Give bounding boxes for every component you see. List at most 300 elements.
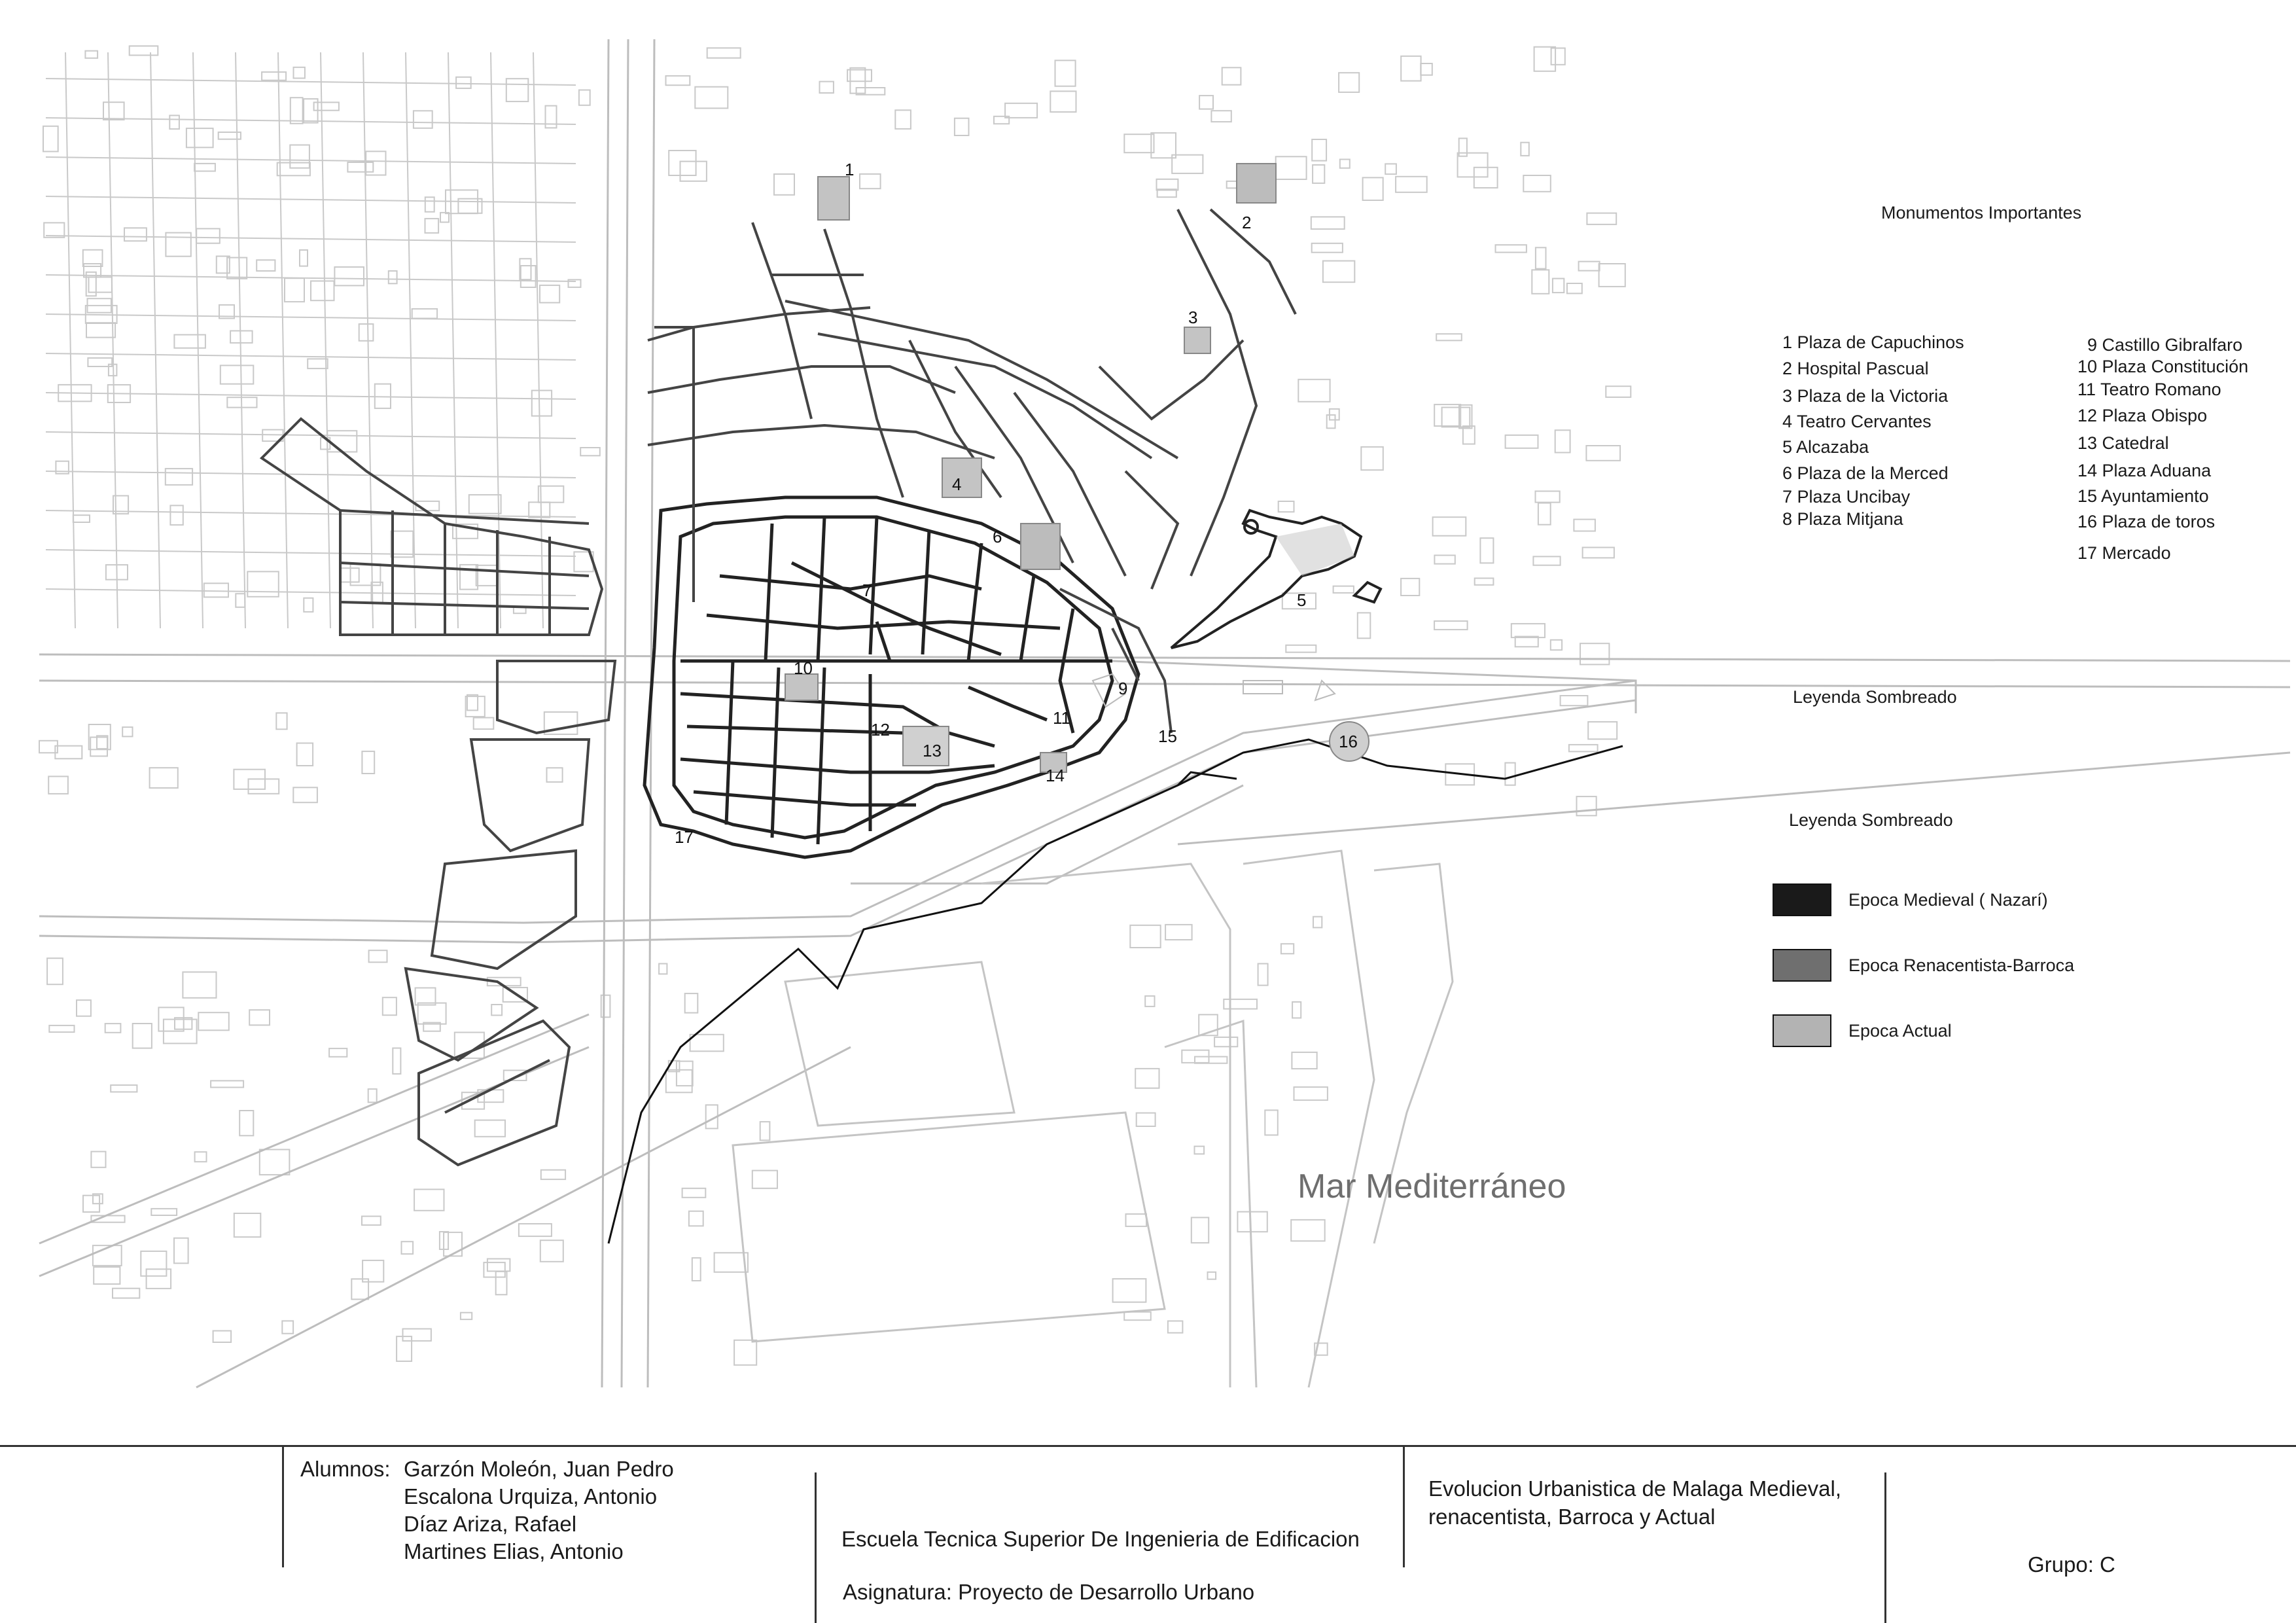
map-number-5: 5 (1297, 590, 1307, 610)
title-block-divider (815, 1472, 817, 1623)
map-number-17: 17 (675, 827, 694, 847)
building-footprint (425, 197, 434, 211)
school-name: Escuela Tecnica Superior De Ingenieria de Edificacion (841, 1527, 1360, 1551)
building-footprint (234, 1213, 261, 1237)
building-footprint (487, 1259, 510, 1272)
building-footprint (1433, 517, 1466, 536)
legend-heading-1: Leyenda Sombreado (1793, 687, 1957, 707)
building-footprint (1480, 538, 1493, 563)
building-footprint (1312, 243, 1343, 253)
building-footprint (247, 571, 279, 596)
building-footprint (262, 72, 286, 80)
building-footprint (285, 278, 304, 302)
building-footprint (1286, 645, 1316, 652)
building-footprint (1436, 334, 1462, 340)
title-block-top-rule (0, 1445, 2296, 1447)
building-footprint (1130, 925, 1160, 948)
building-footprint (256, 260, 275, 271)
building-footprint (1214, 1037, 1237, 1046)
building-footprint (734, 1340, 756, 1365)
student-name: Martines Elias, Antonio (404, 1539, 624, 1563)
building-footprint (1421, 63, 1432, 75)
map-number-13: 13 (923, 741, 942, 760)
building-footprint (414, 1189, 444, 1210)
building-footprint (1281, 944, 1294, 954)
building-footprint (236, 594, 245, 607)
building-footprint (147, 1269, 171, 1289)
legend-heading-2: Leyenda Sombreado (1789, 810, 1953, 830)
legend-swatch-medieval (1773, 883, 1831, 916)
map-number-12: 12 (871, 720, 890, 740)
building-footprint (412, 309, 437, 319)
building-footprint (347, 162, 373, 172)
background-street (46, 432, 576, 438)
background-street (448, 52, 458, 628)
building-footprint (369, 950, 387, 962)
building-footprint (425, 219, 439, 233)
building-footprint (1574, 520, 1595, 531)
building-footprint (402, 1241, 414, 1254)
building-footprint (1496, 245, 1527, 252)
building-footprint (277, 163, 310, 176)
building-footprint (1511, 624, 1545, 637)
monument-item: 13 Catedral (2077, 433, 2169, 453)
building-footprint (1523, 175, 1551, 192)
building-footprint (666, 1070, 692, 1093)
building-footprint (1137, 1113, 1156, 1126)
monument-item: 4 Teatro Cervantes (1782, 412, 1932, 431)
building-footprint (1551, 640, 1562, 650)
port-docks (733, 851, 1453, 1387)
building-footprint (1313, 165, 1324, 183)
building-footprint (1224, 999, 1257, 1009)
map-number-15: 15 (1158, 726, 1177, 746)
building-footprint (1208, 1272, 1216, 1279)
building-footprint (444, 1232, 462, 1256)
building-footprint (695, 87, 728, 109)
background-street (150, 52, 160, 628)
background-street (491, 52, 501, 628)
building-footprint (1533, 556, 1560, 565)
building-footprint (506, 79, 529, 101)
building-footprint (249, 779, 279, 793)
building-footprint (860, 174, 881, 188)
building-footprint (308, 359, 328, 368)
plaza-merced-shade (1021, 524, 1060, 569)
building-footprint (895, 110, 911, 129)
building-footprint (1279, 501, 1294, 512)
map-number-2: 2 (1242, 213, 1252, 232)
building-footprint (752, 1171, 777, 1188)
map-number-1: 1 (845, 160, 855, 179)
building-footprint (174, 1238, 188, 1264)
building-footprint (680, 162, 707, 181)
building-footprint (221, 365, 254, 383)
building-footprint (113, 1289, 139, 1298)
building-footprint (1124, 134, 1154, 152)
building-footprint (1199, 96, 1213, 109)
building-footprint (539, 486, 564, 503)
building-footprint (55, 746, 82, 759)
building-footprint (150, 768, 178, 788)
monument-item: 1 Plaza de Capuchinos (1782, 332, 1964, 352)
building-footprint (659, 964, 667, 974)
building-footprint (1534, 47, 1556, 71)
building-footprint (1587, 213, 1616, 224)
building-footprint (48, 776, 68, 794)
building-footprint (1569, 745, 1598, 752)
building-footprint (230, 331, 253, 343)
building-footprint (1553, 279, 1564, 293)
building-footprint (86, 323, 115, 337)
building-footprint (90, 738, 107, 757)
student-name: Escalona Urquiza, Antonio (404, 1484, 658, 1508)
background-street (46, 314, 576, 321)
building-footprint (1396, 177, 1427, 192)
monument-item: 7 Plaza Uncibay (1782, 487, 1911, 507)
building-footprint (685, 993, 698, 1013)
building-footprint (85, 51, 97, 58)
building-footprint (196, 228, 220, 243)
building-footprint (1434, 556, 1455, 564)
building-footprint (774, 174, 794, 195)
building-footprint (311, 281, 334, 300)
building-footprint (1298, 380, 1330, 402)
building-footprint (141, 1251, 166, 1276)
building-footprint (183, 972, 216, 998)
building-footprint (133, 1024, 152, 1048)
building-footprint (541, 1170, 565, 1179)
building-footprint (540, 285, 559, 303)
building-footprint (77, 1000, 91, 1016)
building-footprint (1333, 586, 1354, 593)
legend-label-renacentista: Epoca Renacentista-Barroca (1848, 955, 2075, 975)
building-footprint (1237, 1212, 1267, 1232)
building-footprint (1211, 111, 1231, 122)
teatro-cervantes-shade (942, 458, 981, 497)
building-footprint (166, 233, 190, 257)
building-footprint (211, 1080, 243, 1087)
building-footprint (547, 768, 563, 782)
building-footprint (300, 250, 308, 266)
building-footprint (186, 128, 213, 147)
map-number-10: 10 (794, 658, 813, 678)
building-footprint (1521, 143, 1529, 156)
building-footprint (1340, 160, 1350, 168)
project-title-line2: renacentista, Barroca y Actual (1428, 1505, 1716, 1529)
building-footprint (1579, 262, 1600, 271)
background-street (321, 52, 330, 628)
building-footprint (1567, 283, 1582, 293)
building-footprint (1506, 435, 1538, 448)
building-footprint (1358, 613, 1371, 638)
building-footprint (1258, 964, 1268, 986)
monument-item: 6 Plaza de la Merced (1782, 463, 1949, 483)
west-district-blocks (262, 419, 615, 1165)
building-footprint (1192, 1217, 1209, 1243)
building-footprint (466, 696, 485, 717)
building-footprint (475, 1120, 505, 1137)
map-number-3: 3 (1188, 308, 1198, 327)
building-footprint (1538, 503, 1551, 525)
building-footprint (91, 1152, 105, 1168)
title-block-divider (1403, 1446, 1405, 1567)
title-block-divider (282, 1446, 284, 1567)
building-footprint (692, 1258, 701, 1281)
building-footprint (297, 743, 313, 766)
building-footprint (276, 713, 287, 729)
student-name: Díaz Ariza, Rafael (404, 1512, 577, 1536)
building-footprint (579, 90, 590, 105)
building-footprint (529, 502, 550, 517)
background-street (46, 196, 576, 203)
map-number-16: 16 (1339, 732, 1358, 751)
building-footprint (1055, 60, 1076, 86)
monument-item: 3 Plaza de la Victoria (1782, 386, 1949, 406)
monument-item: 9 Castillo Gibralfaro (2087, 335, 2243, 355)
building-footprint (467, 695, 478, 711)
building-footprint (1606, 386, 1631, 397)
building-footprint (1151, 133, 1176, 158)
building-footprint (1361, 447, 1383, 470)
building-footprint (368, 1089, 377, 1102)
map-number-11: 11 (1053, 708, 1070, 728)
building-footprint (456, 77, 471, 88)
building-footprint (760, 1122, 770, 1140)
monument-item: 14 Plaza Aduana (2077, 461, 2212, 480)
building-footprint (294, 67, 305, 79)
alcazaba-hatch (1276, 524, 1354, 576)
building-footprint (666, 76, 690, 85)
building-footprint (580, 448, 600, 455)
building-footprint (103, 102, 124, 120)
building-footprint (682, 1188, 706, 1198)
building-footprint (94, 1267, 120, 1284)
building-footprint (1126, 1214, 1147, 1226)
building-footprint (1385, 164, 1396, 174)
building-footprint (1312, 139, 1326, 161)
building-footprint (1172, 155, 1203, 173)
legend-label-medieval: Epoca Medieval ( Nazarí) (1848, 890, 2048, 910)
background-street (278, 52, 288, 628)
legend-swatch-actual (1773, 1014, 1831, 1047)
building-footprint (169, 115, 179, 129)
building-footprint (329, 1048, 347, 1057)
building-footprint (151, 1209, 177, 1215)
building-footprint (1291, 1220, 1325, 1241)
building-footprint (1532, 270, 1549, 293)
background-street (65, 52, 75, 628)
building-footprint (1265, 1110, 1278, 1135)
building-footprint (690, 1035, 724, 1052)
building-footprint (1586, 446, 1620, 461)
map-number-9: 9 (1118, 679, 1128, 698)
building-footprint (955, 118, 969, 135)
building-footprint (105, 1024, 121, 1033)
plaza-capuchinos-shade (818, 177, 849, 220)
building-footprint (491, 1005, 502, 1015)
building-footprint (418, 1003, 446, 1024)
legend-label-actual: Epoca Actual (1848, 1021, 1952, 1041)
building-footprint (89, 277, 112, 292)
building-footprint (1292, 1052, 1316, 1069)
building-footprint (340, 568, 359, 582)
background-street (46, 157, 576, 164)
building-footprint (1536, 491, 1560, 503)
monument-item: 15 Ayuntamiento (2077, 486, 2209, 506)
building-footprint (1588, 722, 1617, 739)
building-footprint (520, 259, 531, 279)
building-footprint (1323, 261, 1354, 283)
building-footprint (304, 598, 313, 612)
building-footprint (532, 391, 552, 416)
building-footprint (1165, 925, 1192, 940)
title-block-divider (1884, 1472, 1886, 1623)
building-footprint (1339, 73, 1359, 92)
building-footprint (1113, 1279, 1146, 1302)
building-footprint (47, 958, 63, 984)
building-footprint (820, 82, 834, 93)
background-street (193, 52, 203, 628)
background-street (46, 79, 576, 85)
background-street (533, 52, 543, 628)
building-footprint (414, 111, 433, 128)
building-footprint (1505, 763, 1515, 785)
building-footprint (362, 1217, 381, 1225)
building-footprint (359, 324, 374, 341)
building-footprint (249, 1010, 270, 1025)
legend-swatch-renacentista (1773, 949, 1831, 982)
building-footprint (198, 1012, 229, 1030)
building-footprint (403, 1329, 431, 1341)
building-footprint (669, 151, 696, 175)
building-footprint (111, 1085, 137, 1092)
building-footprint (1442, 408, 1470, 427)
building-footprint (195, 1152, 207, 1162)
building-footprint (1124, 1312, 1151, 1321)
building-footprint (204, 583, 228, 597)
building-footprint (476, 565, 497, 586)
building-footprint (1145, 996, 1154, 1007)
building-footprint (1475, 579, 1494, 585)
monument-item: 11 Teatro Romano (2077, 380, 2221, 399)
building-footprint (393, 1048, 400, 1074)
building-footprint (1311, 217, 1345, 229)
building-footprint (1292, 1002, 1301, 1018)
monument-item: 2 Hospital Pascual (1782, 359, 1929, 378)
background-street (108, 52, 118, 628)
building-footprint (290, 145, 309, 168)
building-footprint (1276, 156, 1307, 179)
building-footprint (1005, 103, 1037, 118)
building-footprint (1157, 179, 1178, 190)
monument-item: 10 Plaza Constitución (2077, 357, 2249, 376)
students-label: Alumnos: (300, 1457, 391, 1481)
sea-label: Mar Mediterráneo (1298, 1168, 1566, 1205)
building-footprint (166, 469, 192, 485)
building-footprint (1363, 177, 1383, 200)
building-footprint (1434, 621, 1468, 630)
monument-item: 8 Plaza Mitjana (1782, 509, 1903, 529)
building-footprint (327, 431, 357, 452)
building-footprint (213, 1331, 232, 1343)
building-footprint (1222, 67, 1241, 84)
building-footprint (1195, 1147, 1205, 1154)
group-label: Grupo: C (2028, 1552, 2115, 1577)
building-footprint (469, 495, 501, 514)
building-footprint (1401, 579, 1419, 596)
monument-item: 5 Alcazaba (1782, 437, 1869, 457)
building-footprint (334, 267, 364, 285)
building-footprint (1577, 796, 1597, 815)
building-footprint (130, 46, 158, 55)
building-footprint (124, 228, 147, 241)
building-footprint (122, 727, 132, 736)
project-title-line1: Evolucion Urbanistica de Malaga Medieval, (1428, 1476, 1841, 1501)
building-footprint (707, 48, 741, 58)
building-footprint (519, 1224, 552, 1236)
building-footprint (43, 126, 58, 152)
building-footprint (49, 1026, 74, 1032)
building-footprint (1313, 917, 1322, 928)
building-footprint (1135, 1069, 1159, 1088)
monument-item: 16 Plaza de toros (2077, 512, 2216, 531)
building-footprint (194, 164, 215, 171)
building-footprint (260, 1150, 290, 1175)
building-footprint (362, 751, 374, 774)
building-footprint (521, 266, 536, 287)
map-number-6: 6 (993, 527, 1002, 546)
building-footprint (383, 997, 397, 1015)
background-street (46, 471, 576, 478)
monuments-title: Monumentos Importantes (1881, 203, 2082, 223)
building-footprint (1401, 56, 1421, 81)
building-footprint (239, 1111, 253, 1135)
building-footprint (291, 98, 303, 124)
map-number-7: 7 (862, 580, 872, 600)
building-footprint (170, 505, 183, 525)
plaza-victoria-shade (1184, 327, 1210, 353)
building-footprint (1327, 415, 1335, 428)
building-footprint (1555, 430, 1570, 452)
roads (39, 39, 2290, 1387)
historic-center-streets (645, 497, 1139, 857)
building-footprint (282, 1321, 293, 1333)
building-footprint (1561, 696, 1588, 705)
map-number-14: 14 (1046, 766, 1065, 785)
building-footprint (391, 531, 414, 558)
building-footprint (715, 1253, 748, 1272)
building-footprint (540, 1240, 563, 1262)
subject-name: Asignatura: Proyecto de Desarrollo Urbano (843, 1580, 1255, 1604)
building-footprint (1551, 48, 1565, 65)
building-footprint (689, 1211, 703, 1226)
monument-item: 12 Plaza Obispo (2077, 406, 2208, 425)
building-footprint (1168, 1321, 1183, 1333)
building-footprint (1294, 1087, 1328, 1100)
building-footprint (1583, 548, 1614, 558)
monument-item: 17 Mercado (2077, 543, 2171, 563)
building-footprint (389, 271, 397, 283)
student-name: Garzón Moleón, Juan Pedro (404, 1457, 674, 1481)
background-street (406, 52, 415, 628)
building-footprint (293, 787, 317, 802)
building-footprint (601, 995, 610, 1018)
building-footprint (397, 1336, 412, 1361)
building-footprint (174, 335, 205, 348)
alcazaba-outline (1171, 510, 1381, 648)
building-footprint (1599, 264, 1625, 287)
